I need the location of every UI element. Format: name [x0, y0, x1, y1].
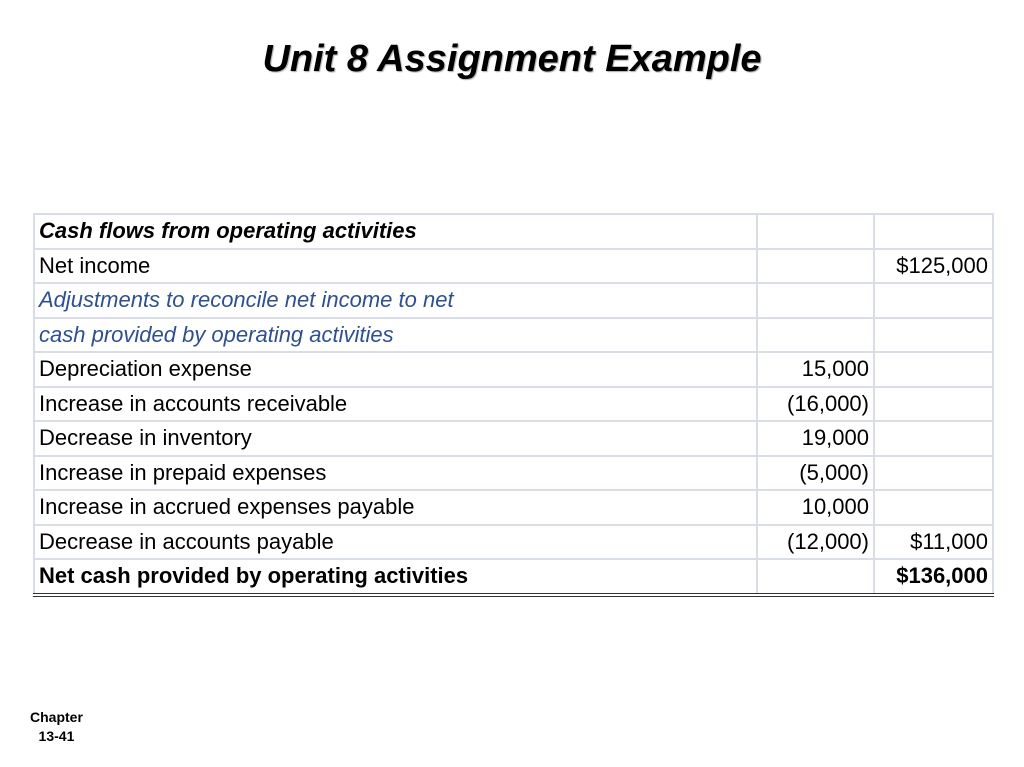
row-label: cash provided by operating activities — [34, 318, 757, 353]
chapter-label: Chapter — [30, 709, 83, 725]
table-row — [34, 249, 993, 284]
row-total — [874, 352, 993, 387]
row-adjustment: 19,000 — [757, 421, 874, 456]
total-row — [34, 559, 993, 595]
total-value: $136,000 — [874, 559, 993, 595]
row-label: Decrease in inventory — [34, 421, 757, 456]
slide-title: Unit 8 Assignment Example — [262, 38, 762, 80]
row-total: $125,000 — [874, 249, 993, 284]
table-row — [34, 490, 993, 525]
row-total: $11,000 — [874, 525, 993, 560]
table-header-row — [34, 214, 993, 249]
page-number: 13-41 — [38, 728, 75, 744]
row-total — [874, 456, 993, 491]
row-label: Decrease in accounts payable — [34, 525, 757, 560]
table-row — [34, 318, 993, 353]
chapter-footer — [30, 708, 83, 746]
row-adjustment: 15,000 — [757, 352, 874, 387]
row-adjustment: (5,000) — [757, 456, 874, 491]
table-row — [34, 352, 993, 387]
row-label: Increase in accounts receivable — [34, 387, 757, 422]
table-row — [34, 283, 993, 318]
row-adjustment: 10,000 — [757, 490, 874, 525]
table-row — [34, 387, 993, 422]
row-label: Net income — [34, 249, 757, 284]
row-adjustment — [757, 249, 874, 284]
row-total — [874, 283, 993, 318]
row-label: Increase in prepaid expenses — [34, 456, 757, 491]
row-total — [874, 318, 993, 353]
row-adjustment: (12,000) — [757, 525, 874, 560]
row-total — [874, 387, 993, 422]
section-heading: Cash flows from operating activities — [34, 214, 757, 249]
table-row — [34, 421, 993, 456]
table-row — [34, 525, 993, 560]
cash-flow-table — [33, 213, 994, 597]
row-adjustment — [757, 283, 874, 318]
total-label: Net cash provided by operating activities — [34, 559, 757, 595]
row-total — [874, 421, 993, 456]
row-adjustment — [757, 318, 874, 353]
row-adjustment: (16,000) — [757, 387, 874, 422]
row-label: Adjustments to reconcile net income to net — [34, 283, 757, 318]
row-label: Depreciation expense — [34, 352, 757, 387]
row-total — [874, 490, 993, 525]
row-label: Increase in accrued expenses payable — [34, 490, 757, 525]
table-row — [34, 456, 993, 491]
